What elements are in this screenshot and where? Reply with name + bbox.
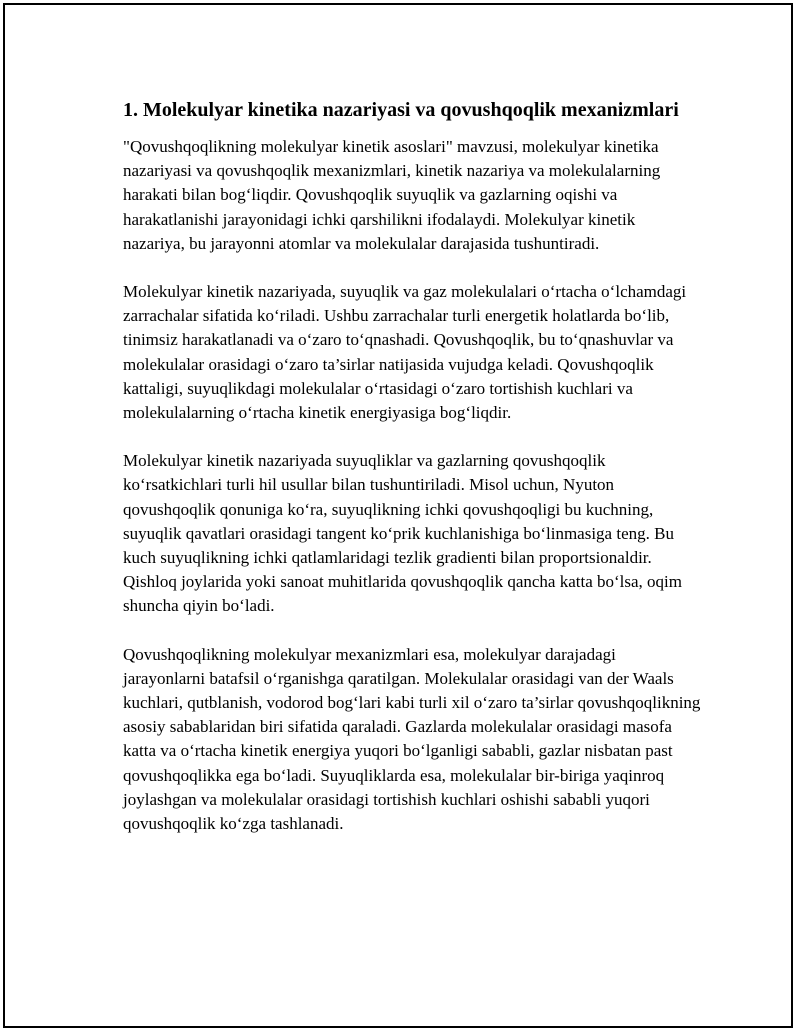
paragraph-3: Molekulyar kinetik nazariyada suyuqliklar va gazlarning qovushqoqlik ko‘rsatkichlari turli hil usullar bilan tushuntiriladi. Misol uchun, Nyuton qovushqoqlik qonuniga ko‘ra, suyuqlikning ichki qovushqoqligi bu kuchning, suyuqlik qavatlari orasidagi tangent ko‘prik kuchlanishiga bo‘linmasiga teng. Bu kuch suyuqlikning ichki qatlamlaridagi tezlik gradienti bilan proportsionaldir. Qishloq joylarida yoki sanoat muhitlarida qovushqoqlik qancha katta bo‘lsa, oqim shuncha qiyin bo‘ladi. [123,451,683,616]
document-body [123,97,701,860]
paragraph-1: "Qovushqoqlikning molekulyar kinetik asoslari" mavzusi, molekulyar kinetika nazariyasi va qovushqoqlik mexanizmlari, kinetik nazariya va molekulalarning harakati bilan bog‘liqdir. Qovushqoqlik suyuqlik va gazlarning oqishi va harakatlanishi jarayonidagi ichki qarshilikni ifodalaydi. Molekulyar kinetik nazariya, bu jarayonni atomlar va molekulalar darajasida tushuntiradi. [123,137,661,253]
paragraph-2: Molekulyar kinetik nazariyada, suyuqlik va gaz molekulalari o‘rtacha o‘lchamdagi zarrachalar sifatida ko‘riladi. Ushbu zarrachalar turli energetik holatlarda bo‘lib, tinimsiz harakatlanadi va o‘zaro to‘qnashadi. Qovushqoqlik, bu to‘qnashuvlar va molekulalar orasidagi o‘zaro ta’sirlar natijasida vujudga keladi. Qovushqoqlik kattaligi, suyuqlikdagi molekulalar o‘rtasidagi o‘zaro tortishish kuchlari va molekulalarning o‘rtacha kinetik energiyasiga bog‘liqdir. [123,282,687,423]
paragraph-4: Qovushqoqlikning molekulyar mexanizmlari esa, molekulyar darajadagi jarayonlarni batafsil o‘rganishga qaratilgan. Molekulalar orasidagi van der Waals kuchlari, qutblanish, vodorod bog‘lari kabi turli xil o‘zaro ta’sirlar qovushqoqlikning asosiy sabablaridan biri sifatida qaraladi. Gazlarda molekulalar orasidagi masofa katta va o‘rtacha kinetik energiya yuqori bo‘lganligi sababli, gazlar nisbatan past qovushqoqlikka ega bo‘ladi. Suyuqliklarda esa, molekulalar bir-biriga yaqinroq joylashgan va molekulalar orasidagi tortishish kuchlari oshishi sababli yuqori qovushqoqlik ko‘zga tashlanadi. [123,644,701,834]
page-frame [3,3,793,1028]
section-heading: 1. Molekulyar kinetika nazariyasi va qovushqoqlik mexanizmlari [123,99,679,121]
